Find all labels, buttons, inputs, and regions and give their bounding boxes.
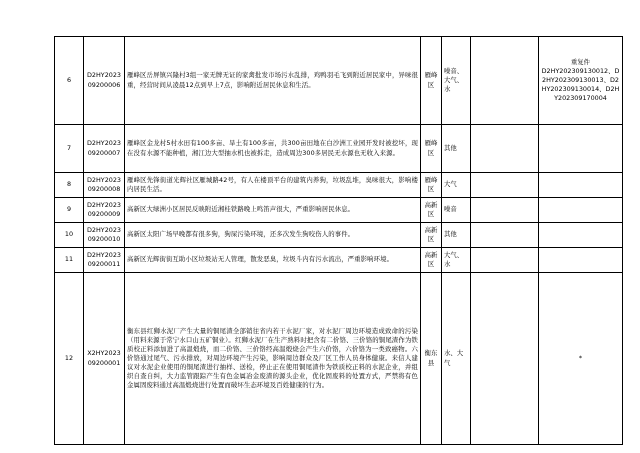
complaint-id: D2HY202309200007 — [84, 125, 125, 173]
complaint-table — [54, 36, 623, 445]
complaint-description: 高新区大绿洲小区居民反映附近湘桂铁路晚上鸣笛声很大，严重影响居民休息。 — [125, 198, 421, 223]
duplicate-cell — [539, 125, 623, 173]
complaint-description: 雁峰区先锋街道光辉社区雁城路42号，有人在楼顶平台的建筑内养狗，垃圾乱堆，臭味很大，影响楼内居民生活。 — [125, 173, 421, 198]
district: 雁峰区 — [421, 125, 442, 173]
pollution-type: 噪音 — [442, 198, 471, 223]
pollution-type: 大气 — [442, 173, 471, 198]
pollution-type: 水、大气 — [442, 273, 471, 445]
row-number: 11 — [55, 248, 84, 273]
district: 衡东县 — [421, 273, 442, 445]
row-number: 7 — [55, 125, 84, 173]
complaint-id: X2HY202309200001 — [84, 273, 125, 445]
duplicate-cell — [539, 173, 623, 198]
duplicate-title: 重复件 — [570, 57, 591, 66]
table-row — [55, 37, 623, 125]
district: 雁峰区 — [421, 173, 442, 198]
complaint-id: D2HY202309200010 — [84, 223, 125, 248]
duplicate-cell — [539, 37, 623, 125]
table-row — [55, 248, 623, 273]
complaint-id: D2HY202309200006 — [84, 37, 125, 125]
blank-cell — [471, 248, 539, 273]
blank-cell — [471, 223, 539, 248]
table-row — [55, 273, 623, 445]
table-row — [55, 125, 623, 173]
duplicate-ids: D2HY202309130012、D2HY202309130013、D2HY202309130014、D2HY202309170004 — [541, 66, 620, 103]
duplicate-cell — [539, 223, 623, 248]
duplicate-cell — [539, 248, 623, 273]
table-row — [55, 173, 623, 198]
row-number: 9 — [55, 198, 84, 223]
row-number: 12 — [55, 273, 84, 445]
blank-cell — [471, 173, 539, 198]
complaint-description: 雁峰区岳屏镇兴隆村3组一家无牌无证的家禽批发市场污水乱排，鸡鸭羽毛飞到附近居民家中，异味很重，经营时间从凌晨12点到早上7点，影响附近居民休息和生活。 — [125, 37, 421, 125]
pollution-type: 其他 — [442, 125, 471, 173]
table-row — [55, 223, 623, 248]
district: 雁峰区 — [421, 37, 442, 125]
complaint-description: 高新区太阳广场早晚都有很多狗，狗屎污染环境，还多次发生狗咬伤人的事件。 — [125, 223, 421, 248]
complaint-description: 高新区光辉街街互助小区垃圾站无人管理，散发恶臭，垃圾斗内有污水流出，严重影响环境。 — [125, 248, 421, 273]
blank-cell — [471, 273, 539, 445]
row-number: 6 — [55, 37, 84, 125]
blank-cell — [471, 37, 539, 125]
complaint-id: D2HY202309200009 — [84, 198, 125, 223]
blank-cell — [471, 125, 539, 173]
duplicate-cell — [539, 198, 623, 223]
blank-cell — [471, 198, 539, 223]
pollution-type: 噪音、大气、水 — [442, 37, 471, 125]
complaint-id: D2HY202309200011 — [84, 248, 125, 273]
row-number: 10 — [55, 223, 84, 248]
key-mark: * — [539, 273, 623, 445]
pollution-type: 大气、水 — [442, 248, 471, 273]
district: 高新区 — [421, 198, 442, 223]
complaint-description: 雁峰区金龙村5村水田有100多亩、旱土有100多亩，共300亩田地在白沙洲工业园开发时被挖坏，现在没有水源不能种植，湘江边大型抽水机也被拆走，造成周边300多居民无水源也无收入来源。 — [125, 125, 421, 173]
row-number: 8 — [55, 173, 84, 198]
district: 高新区 — [421, 223, 442, 248]
complaint-description: 衡东县红狮水泥厂产生大量的铜尾渣全部销往省内若干水泥厂家，对水泥厂周边环境造成致命的污染（用料来源于常宁水口山五矿铜业）。红狮水泥厂在生产熟料时把含有二价铬、三价铬的铜尾渣作为铁质校正料添加进了高温煅烧，而二价铬、三价铬经高温煅烧会产生六价铬，六价铬为一类致癌物。六价铬通过尾气、污水排放，对周边环境产生污染，影响周边群众及厂区工作人员身体健康。来信人建议对水泥企业使用的铜尾渣进行抽样、送检，停止正在使用铜尾渣作为铁质校正料的水泥企业，并组织自查自纠，大力监管跟踪产生有色金属冶金废渣的源头企业，优化固废料的处置方式，严禁将有色金属固废料通过高温煅烧进行处置而破坏生态环境及百姓健康的行为。 — [125, 273, 421, 445]
pollution-type: 其他 — [442, 223, 471, 248]
district: 高新区 — [421, 248, 442, 273]
table-row — [55, 198, 623, 223]
complaint-id: D2HY202309200008 — [84, 173, 125, 198]
